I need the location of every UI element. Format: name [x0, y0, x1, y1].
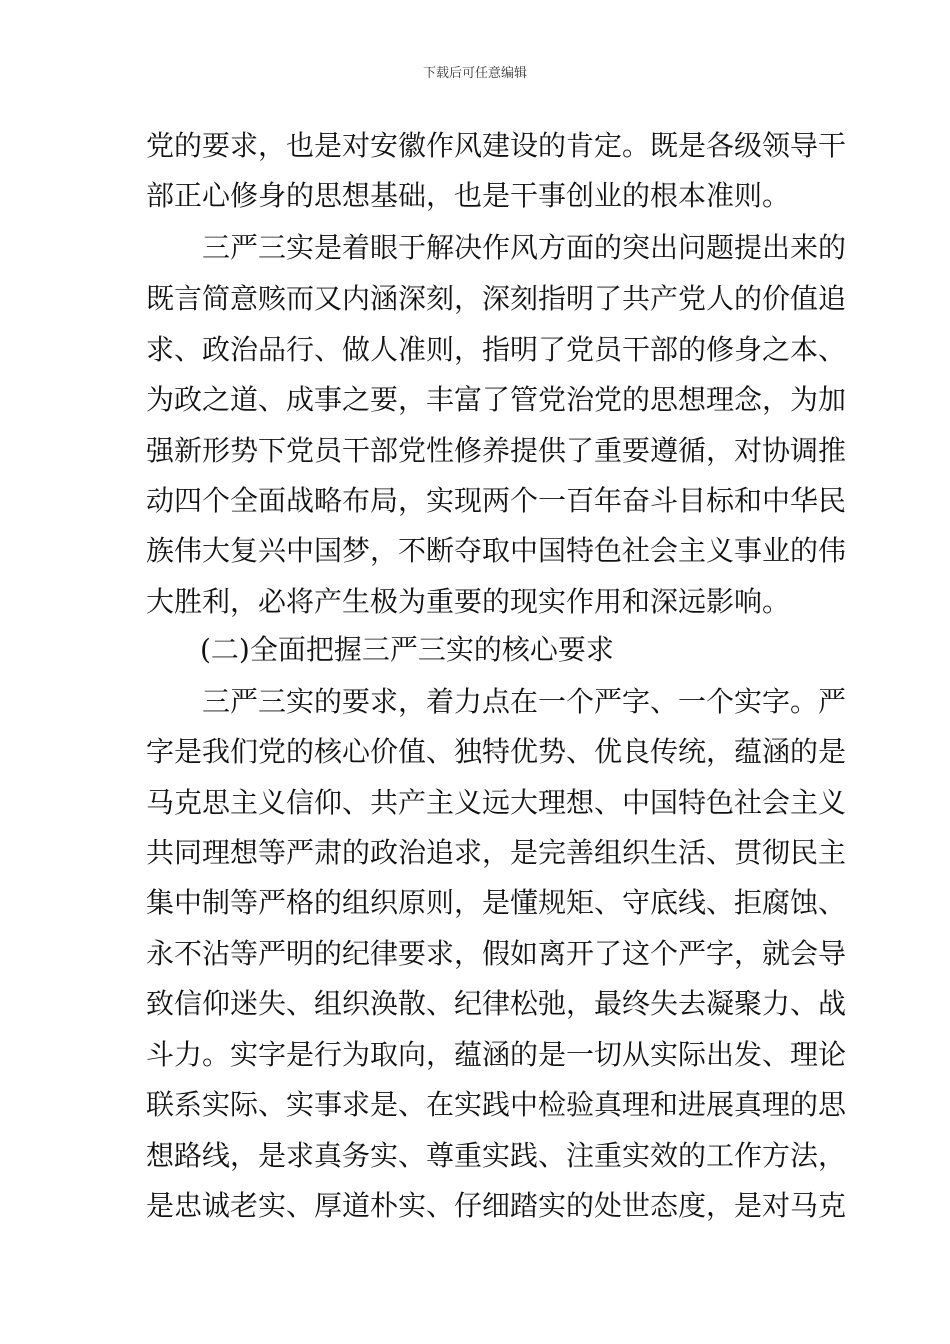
section-heading: (二)全面把握三严三实的核心要求 — [200, 633, 614, 666]
paragraph-line: 是忠诚老实、厚道朴实、仔细踏实的处世态度，是对马克 — [146, 1189, 847, 1222]
paragraph-line: 族伟大复兴中国梦，不断夺取中国特色社会主义事业的伟 — [146, 534, 847, 567]
paragraph-line: 大胜利，必将产生极为重要的现实作用和深远影响。 — [146, 585, 791, 618]
paragraph-line: 三严三实是着眼于解决作风方面的突出问题提出来的 — [202, 231, 847, 264]
paragraph-line: 求、政治品行、做人准则，指明了党员干部的修身之本、 — [146, 333, 847, 366]
paragraph-line: 共同理想等严肃的政治追求，是完善组织生活、贯彻民主 — [146, 836, 847, 869]
paragraph-line: 想路线，是求真务实、尊重实践、注重实效的工作方法， — [146, 1139, 847, 1172]
paragraph-line: 斗力。实字是行为取向，蕴涵的是一切从实际出发、理论 — [146, 1038, 847, 1071]
paragraph-line: 联系实际、实事求是、在实践中检验真理和进展真理的思 — [146, 1088, 847, 1121]
paragraph-line: 动四个全面战略布局，实现两个一百年奋斗目标和中华民 — [146, 484, 847, 517]
paragraph-line: 集中制等严格的组织原则，是懂规矩、守底线、拒腐蚀、 — [146, 886, 847, 919]
paragraph-line: 字是我们党的核心价值、独特优势、优良传统，蕴涵的是 — [146, 735, 847, 768]
paragraph-line: 强新形势下党员干部党性修养提供了重要遵循，对协调推 — [146, 434, 847, 467]
paragraph-line: 致信仰迷失、组织涣散、纪律松弛，最终失去凝聚力、战 — [146, 987, 847, 1020]
page-header-note: 下载后可任意编辑 — [422, 66, 527, 81]
paragraph-line: 永不沾等严明的纪律要求，假如离开了这个严字，就会导 — [146, 937, 847, 970]
paragraph-line: 为政之道、成事之要，丰富了管党治党的思想理念，为加 — [146, 383, 847, 416]
paragraph-line: 部正心修身的思想基础，也是干事创业的根本准则。 — [146, 179, 791, 212]
paragraph-line: 马克思主义信仰、共产主义远大理想、中国特色社会主义 — [146, 786, 847, 819]
paragraph-line: 三严三实的要求，着力点在一个严字、一个实字。严 — [202, 685, 847, 718]
paragraph-line: 党的要求，也是对安徽作风建设的肯定。既是各级领导干 — [146, 129, 847, 162]
paragraph-line: 既言简意赅而又内涵深刻，深刻指明了共产党人的价值追 — [146, 282, 847, 315]
